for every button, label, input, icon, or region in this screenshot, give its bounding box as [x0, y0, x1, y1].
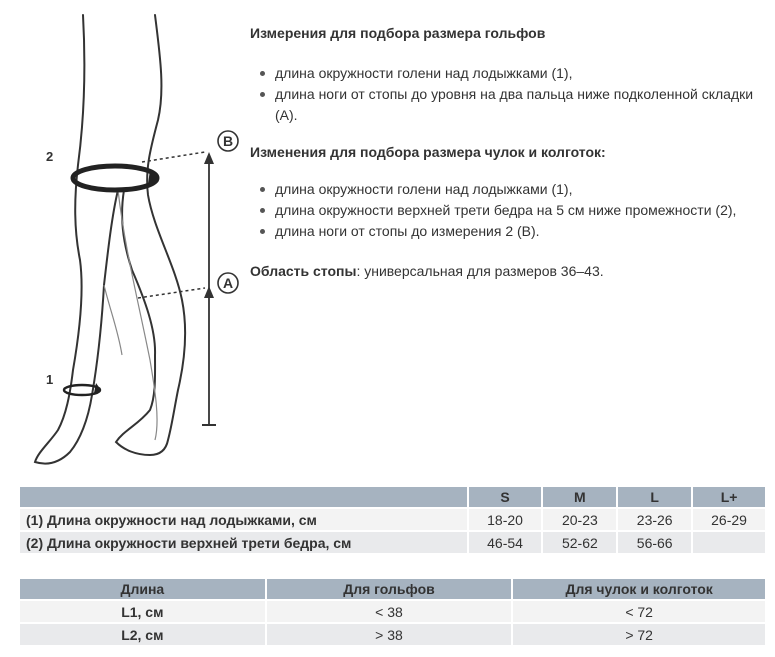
label-one: 1 [46, 372, 54, 387]
length-row-label: L1, см [20, 601, 265, 622]
size-row-label: (2) Длина окружности верхней трети бедра, см [20, 532, 467, 553]
table-row [20, 509, 765, 530]
length-cell: < 72 [513, 601, 765, 622]
length-table-header [20, 579, 765, 599]
stockings-list [250, 179, 765, 242]
size-cell: 18-20 [469, 509, 542, 530]
foot-text: : универсальная для размеров 36–43. [356, 263, 604, 279]
size-header-m: M [543, 487, 616, 507]
golf-list [250, 63, 765, 126]
table-row [20, 532, 765, 553]
length-header-length: Длина [20, 579, 265, 599]
label-two: 2 [46, 149, 54, 164]
size-cell: 20-23 [543, 509, 616, 530]
length-row-label: L2, см [20, 624, 265, 645]
size-header-s: S [469, 487, 542, 507]
size-cell: 56-66 [618, 532, 691, 553]
length-cell: > 38 [267, 624, 512, 645]
golf-heading: Измерения для подбора размера гольфов [250, 25, 546, 41]
stockings-item-2: длина окружности верхней трети бедра на 5 см ниже промежности (2), [250, 200, 765, 221]
size-table [18, 485, 767, 555]
size-table-header [20, 487, 765, 507]
size-header-label [20, 487, 467, 507]
foot-note [250, 261, 765, 282]
length-header-stockings: Для чулок и колготок [513, 579, 765, 599]
size-cell: 52-62 [543, 532, 616, 553]
size-row-label: (1) Длина окружности над лодыжками, см [20, 509, 467, 530]
table-row [20, 601, 765, 622]
size-cell: 26-29 [693, 509, 765, 530]
stockings-item-1: длина окружности голени над лодыжками (1), [250, 179, 765, 200]
length-cell: > 72 [513, 624, 765, 645]
front-leg-outline [35, 15, 118, 464]
size-cell [693, 532, 765, 553]
foot-label: Область стопы [250, 263, 357, 279]
golf-item-2: длина ноги от стопы до уровня на два пальца ниже подколенной складки (A). [250, 84, 765, 126]
size-cell: 23-26 [618, 509, 691, 530]
size-header-lplus: L+ [693, 487, 765, 507]
length-cell: < 38 [267, 601, 512, 622]
stockings-heading: Изменения для подбора размера чулок и колготок: [250, 144, 606, 160]
stockings-item-3: длина ноги от стопы до измерения 2 (B). [250, 221, 765, 242]
golf-item-1: длина окружности голени над лодыжками (1), [250, 63, 765, 84]
thigh-measure-band [73, 166, 157, 190]
back-leg-outline [116, 15, 185, 455]
marker-b-label: B [222, 133, 234, 149]
length-header-golf: Для гольфов [267, 579, 512, 599]
table-row [20, 624, 765, 645]
measurement-instructions [250, 20, 765, 296]
size-header-l: L [618, 487, 691, 507]
marker-a-label: A [222, 275, 234, 291]
leg-measurement-illustration [0, 0, 250, 470]
size-cell: 46-54 [469, 532, 542, 553]
length-table [18, 577, 767, 647]
